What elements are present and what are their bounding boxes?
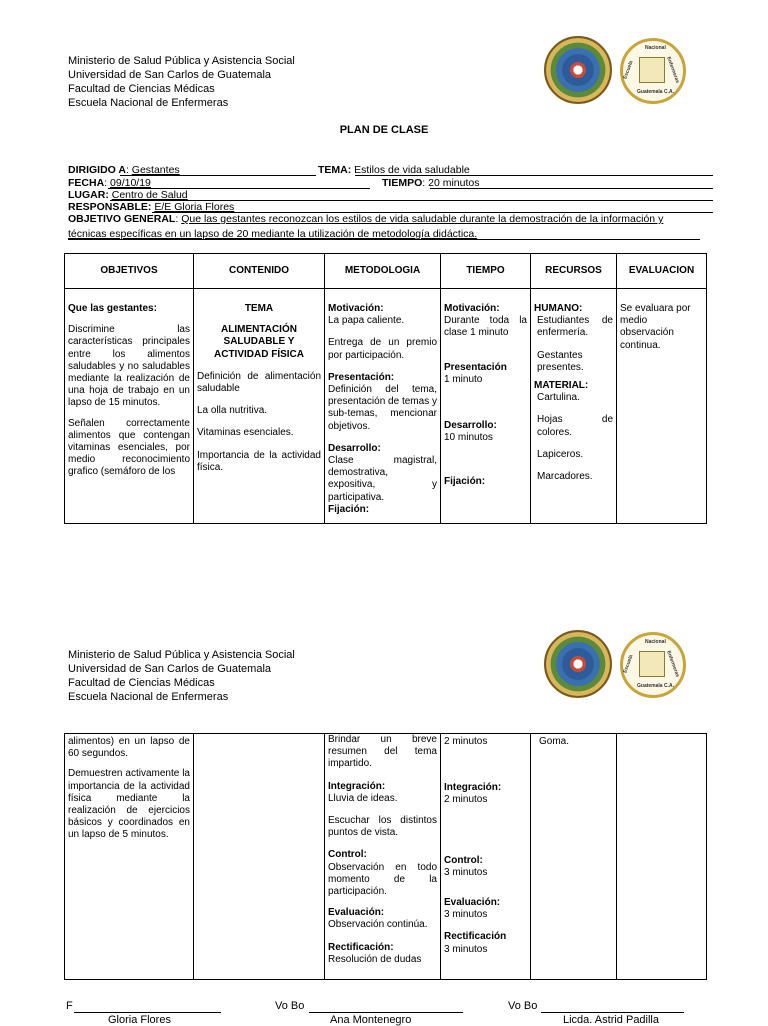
institution-header-page2 xyxy=(68,648,295,704)
institution-line: Ministerio de Salud Pública y Asistencia Social xyxy=(68,649,295,661)
institution-line: Universidad de San Carlos de Guatemala xyxy=(68,663,272,675)
header-objetivos: OBJETIVOS xyxy=(65,254,194,289)
signature-vobo-1: Vo Bo xyxy=(275,1000,305,1012)
institution-line: Universidad de San Carlos de Guatemala xyxy=(68,69,272,81)
cell-evaluacion: Se evaluara por medio observación continua. xyxy=(617,289,707,524)
institution-line: Ministerio de Salud Pública y Asistencia Social xyxy=(68,55,295,67)
cell-tiempo: Motivación: Durante toda la clase 1 minuto Presentación 1 minuto Desarrollo: 10 minutos Fijación: xyxy=(441,289,531,524)
cell-metodologia: Brindar un breve resumen del tema impartido. Integración: Lluvia de ideas. Escuchar los distintos puntos de vista. Control: Observación en todo momento de la participación. Evaluación: Observación continúa. Rectificación: Resolución de dudas xyxy=(325,734,441,980)
cell-recursos: HUMANO: Estudiantes de enfermería. Gestantes presentes. MATERIAL: Cartulina. Hojas de colores. Lapiceros. Marcadores. xyxy=(531,289,617,524)
page-title: PLAN DE CLASE xyxy=(339,124,429,136)
header-contenido: CONTENIDO xyxy=(194,254,325,289)
lesson-plan-table xyxy=(64,253,707,524)
header-metodologia: METODOLOGIA xyxy=(325,254,441,289)
objetivo-general-field: OBJETIVO GENERAL: Que las gestantes reconozcan los estilos de vida saludable durante la demostración de la información y xyxy=(68,213,664,225)
header-recursos: RECURSOS xyxy=(531,254,617,289)
cell-recursos: Goma. xyxy=(531,734,617,980)
signature-name: Gloria Flores xyxy=(108,1014,171,1026)
cell-contenido xyxy=(194,734,325,980)
objetivo-general-line2: técnicas específicas en un lapso de 20 mediante la utilización de metodología didáctica. xyxy=(68,228,478,240)
escuela-seal-logo: Nacional Enfermeras Guatemala C.A. Escuela xyxy=(620,38,686,104)
responsable-field: RESPONSABLE: E/E Gloria Flores xyxy=(68,201,235,213)
header-tiempo: TIEMPO xyxy=(441,254,531,289)
institution-line: Escuela Nacional de Enfermeras xyxy=(68,691,229,703)
table-header-row xyxy=(65,254,707,289)
tiempo-field: TIEMPO: 20 minutos xyxy=(382,177,480,189)
cell-contenido: TEMA ALIMENTACIÓN SALUDABLE Y ACTIVIDAD FÍSICA Definición de alimentación saludable La olla nutritiva. Vitaminas esenciales. Importancia de la actividad física. xyxy=(194,289,325,524)
escuela-seal-logo: Nacional Enfermeras Guatemala C.A. Escuela xyxy=(620,632,686,698)
institution-line: Facultad de Ciencias Médicas xyxy=(68,677,215,689)
header-evaluacion: EVALUACION xyxy=(617,254,707,289)
lesson-plan-table-continued xyxy=(64,733,707,980)
cell-tiempo: 2 minutos Integración: 2 minutos Control: 3 minutos Evaluación: 3 minutos Rectificación 3 minutos xyxy=(441,734,531,980)
cell-evaluacion xyxy=(617,734,707,980)
dirigido-field: DIRIGIDO A: Gestantes xyxy=(68,164,180,176)
signature-name: Licda. Astrid Padilla xyxy=(563,1014,659,1026)
signature-vobo-2: Vo Bo xyxy=(508,1000,538,1012)
signature-responsable: F xyxy=(66,1000,73,1012)
tema-field: TEMA: Estilos de vida saludable xyxy=(318,164,470,176)
cell-metodologia: Motivación: La papa caliente. Entrega de un premio por participación. Presentación: Definición del tema, presentación de temas y sub-temas, mencionar objetivos. Desarrollo: Clase magistral, demostrativa, expositiva, y participativa. Fijación: xyxy=(325,289,441,524)
table-row xyxy=(65,289,707,524)
institution-line: Facultad de Ciencias Médicas xyxy=(68,83,215,95)
institution-header xyxy=(68,54,295,110)
cell-objetivos: Que las gestantes: Discrimine las características principales entre los alimentos saludables y no saludables mediante la realización de una hoja de trabajo en un lapso de 15 minutos. Señalen correctamente alimentos que contengan vitaminas esenciales, por medio reconocimiento grafico (semáforo de los xyxy=(65,289,194,524)
usac-seal-logo xyxy=(544,630,612,698)
table-row xyxy=(65,734,707,980)
signature-name: Ana Montenegro xyxy=(330,1014,412,1026)
institution-line: Escuela Nacional de Enfermeras xyxy=(68,97,229,109)
cell-objetivos: alimentos) en un lapso de 60 segundos. Demuestren activamente la importancia de la actividad física mediante la realización de ejercicios básicos y coordinados en un lapso de 5 minutos. xyxy=(65,734,194,980)
lugar-field: LUGAR: Centro de Salud xyxy=(68,189,188,201)
usac-seal-logo xyxy=(544,36,612,104)
fecha-field: FECHA: 09/10/19 xyxy=(68,177,151,189)
